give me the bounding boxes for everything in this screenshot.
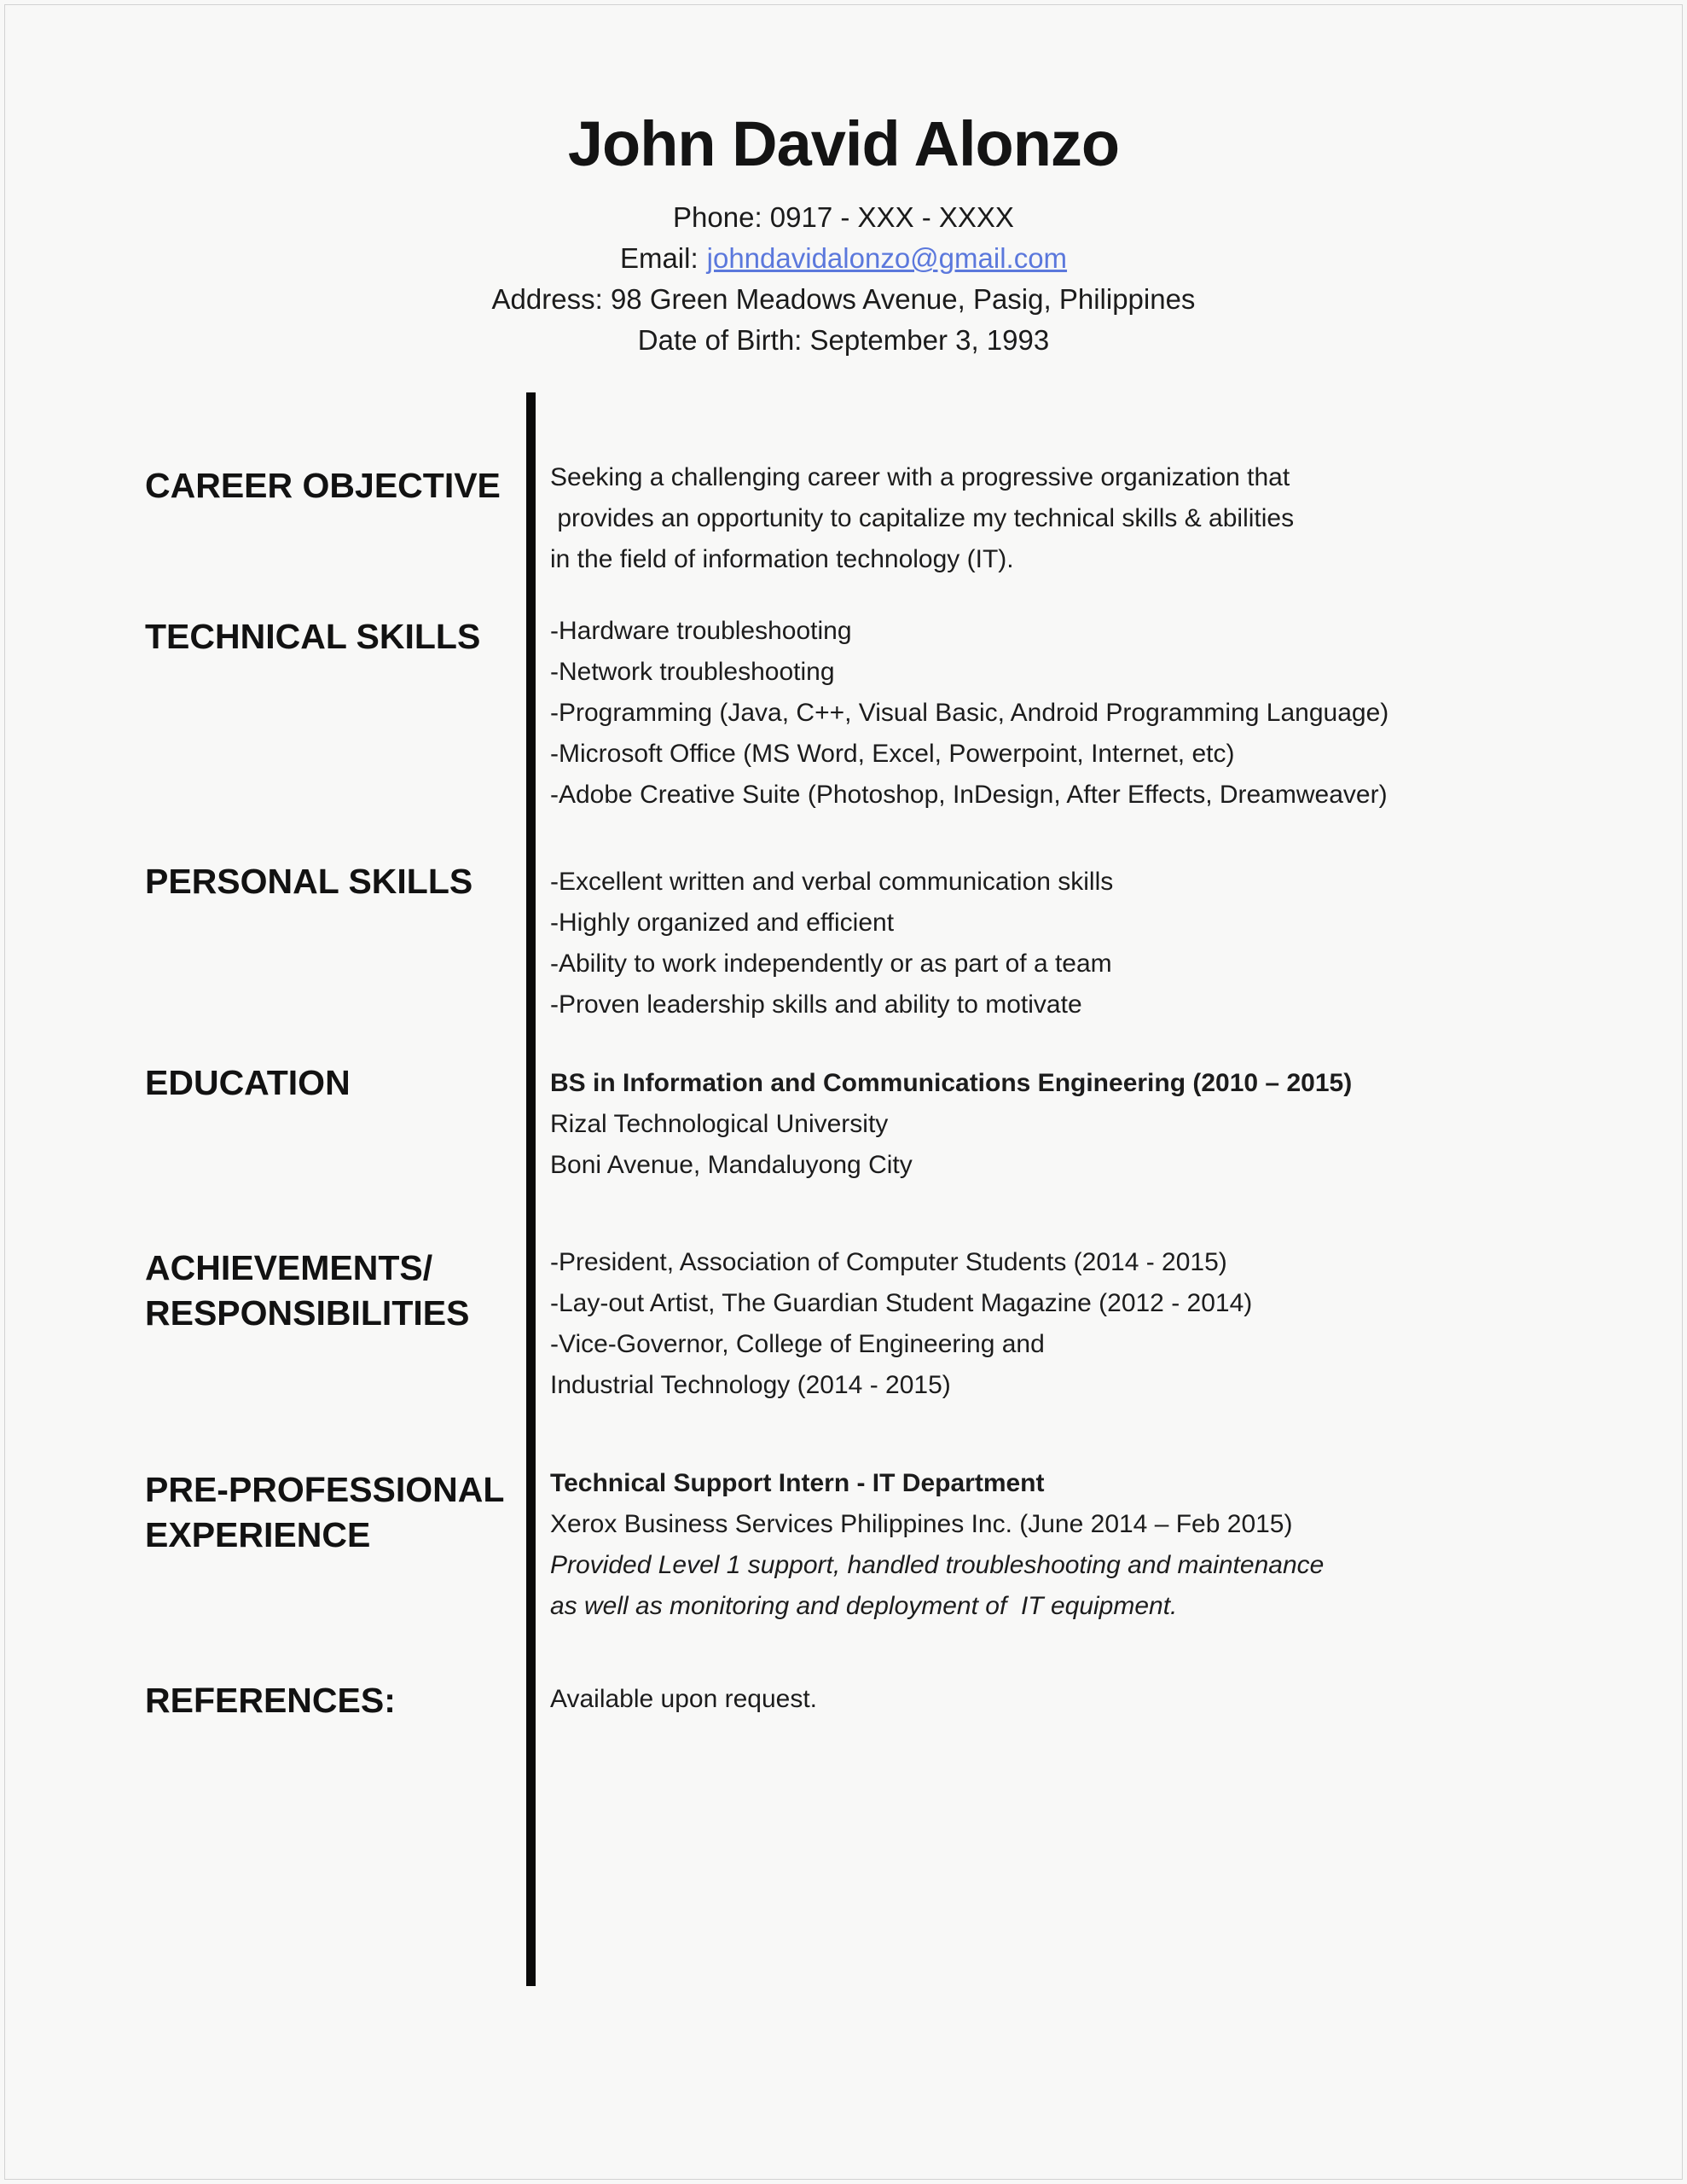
references-text [550,1679,1633,1720]
career-objective-text [550,457,1633,580]
technical-skill-item: -Microsoft Office (MS Word, Excel, Powerpoint, Internet, etc) [550,740,1235,768]
address-line: Address: 98 Green Meadows Avenue, Pasig, Philippines [491,283,1196,316]
section-label-achievements [145,1246,520,1336]
personal-skill-item: -Proven leadership skills and ability to motivate [550,990,1082,1019]
section-label-education: EDUCATION [145,1063,351,1102]
education-degree: BS in Information and Communications Engineering (2010 – 2015) [550,1069,1353,1097]
references-line: Available upon request. [550,1685,818,1713]
achievements-label-line2: RESPONSIBILITIES [145,1293,470,1333]
technical-skill-item: -Network troubleshooting [550,658,835,686]
education-block [550,1063,1633,1186]
achievements-label-line1: ACHIEVEMENTS/ [145,1248,433,1287]
achievement-item: Industrial Technology (2014 - 2015) [550,1371,951,1399]
experience-description-line: as well as monitoring and deployment of IT equipment. [550,1592,1178,1620]
personal-skill-item: -Highly organized and efficient [550,909,895,937]
section-label-technical-skills: TECHNICAL SKILLS [145,617,481,656]
achievement-item: -President, Association of Computer Students (2014 - 2015) [550,1248,1227,1276]
section-label-experience [145,1467,520,1558]
personal-skill-item: -Ability to work independently or as part of a team [550,950,1112,978]
experience-job-title: Technical Support Intern - IT Department [550,1469,1045,1497]
experience-company: Xerox Business Services Philippines Inc. (June 2014 – Feb 2015) [550,1510,1293,1538]
technical-skill-item: -Hardware troubleshooting [550,617,852,645]
section-label-personal-skills: PERSONAL SKILLS [145,862,473,901]
career-objective-line: Seeking a challenging career with a progressive organization that [550,463,1290,491]
contact-info [0,197,1687,361]
page-title: John David Alonzo [567,108,1120,179]
experience-block [550,1463,1633,1627]
experience-label-line2: EXPERIENCE [145,1515,371,1554]
technical-skills-list [550,611,1633,816]
technical-skill-item: -Adobe Creative Suite (Photoshop, InDesign, After Effects, Dreamweaver) [550,781,1388,809]
experience-label-line1: PRE-PROFESSIONAL [145,1470,505,1509]
personal-skill-item: -Excellent written and verbal communication skills [550,868,1114,896]
resume-header [0,109,1687,361]
email-line [0,238,1687,279]
career-objective-line: provides an opportunity to capitalize my technical skills & abilities [550,504,1295,532]
vertical-divider [526,392,536,1986]
experience-description-line: Provided Level 1 support, handled troubleshooting and maintenance [550,1551,1325,1579]
education-school: Rizal Technological University [550,1110,889,1138]
technical-skill-item: -Programming (Java, C++, Visual Basic, Android Programming Language) [550,699,1389,727]
achievements-list [550,1242,1633,1406]
career-objective-line: in the field of information technology (IT). [550,545,1014,573]
achievement-item: -Lay-out Artist, The Guardian Student Magazine (2012 - 2014) [550,1289,1253,1317]
email-link[interactable]: johndavidalonzo@gmail.com [706,242,1068,275]
personal-skills-list [550,862,1633,1025]
birthdate-line: Date of Birth: September 3, 1993 [637,324,1050,357]
email-label: Email: [619,242,699,275]
section-label-references: REFERENCES: [145,1681,396,1720]
education-campus: Boni Avenue, Mandaluyong City [550,1151,913,1179]
achievement-item: -Vice-Governor, College of Engineering and [550,1330,1045,1358]
section-label-career-objective: CAREER OBJECTIVE [145,466,501,505]
phone-line: Phone: 0917 - XXX - XXXX [673,201,1014,234]
